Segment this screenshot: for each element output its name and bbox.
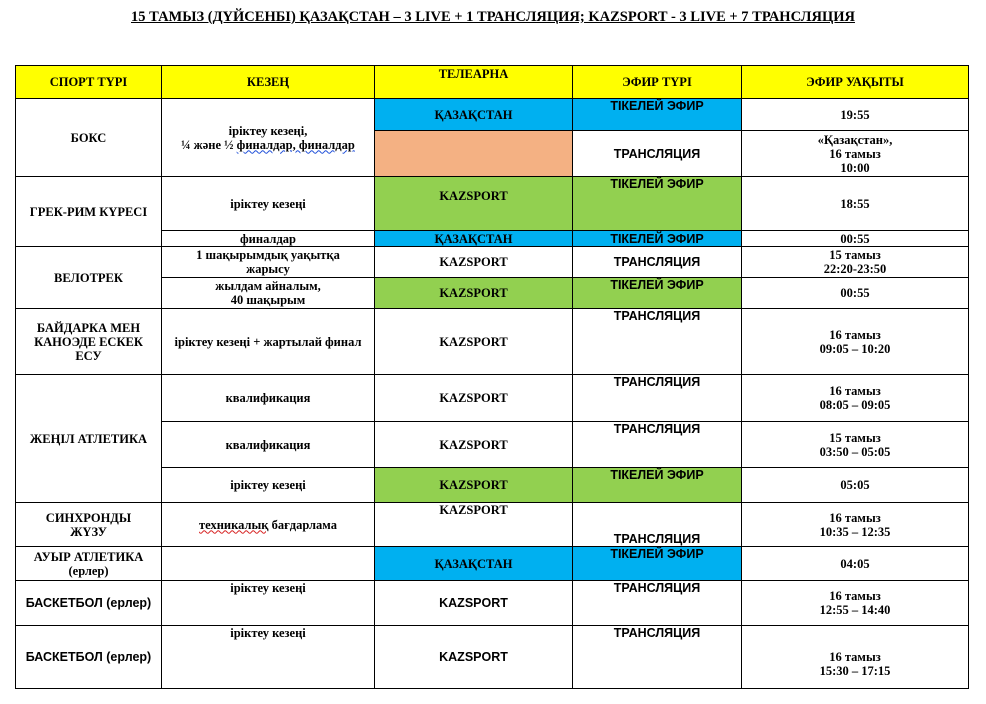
- channel-cell: ҚАЗАҚСТАН: [375, 547, 573, 581]
- stage-line-spellcheck: финалдар, финалдар: [236, 137, 355, 152]
- channel-cell: KAZSPORT: [375, 375, 573, 422]
- stage-cell: [162, 503, 375, 547]
- channel-cell: KAZSPORT: [375, 278, 573, 309]
- air-type-cell: ТІКЕЛЕЙ ЭФИР: [573, 278, 742, 309]
- air-type-cell: ТІКЕЛЕЙ ЭФИР: [573, 177, 742, 231]
- air-time-cell: 16 тамыз 09:05 – 10:20: [742, 309, 969, 375]
- stage-line: іріктеу кезеңі,: [228, 123, 308, 138]
- stage-cell: финалдар: [162, 231, 375, 247]
- air-time-cell: 00:55: [742, 231, 969, 247]
- stage-cell: іріктеу кезеңі: [162, 581, 375, 626]
- channel-cell: KAZSPORT: [375, 309, 573, 375]
- header-stage: КЕЗЕҢ: [162, 66, 375, 99]
- air-time-cell: 15 тамыз 22:20-23:50: [742, 247, 969, 278]
- header-row: [16, 66, 969, 99]
- table-row: [16, 309, 969, 375]
- channel-cell-empty: [375, 131, 573, 177]
- sport-greco-roman: ГРЕК-РИМ КҮРЕСІ: [16, 177, 162, 247]
- page-title: 15 ТАМЫЗ (ДҮЙСЕНБІ) ҚАЗАҚСТАН – 3 LIVE + 1 ТРАНСЛЯЦИЯ; KAZSPORT - 3 LIVE + 7 ТРАНСЛЯЦИЯ: [131, 9, 855, 25]
- table-row: [16, 375, 969, 422]
- sport-velotrack: ВЕЛОТРЕК: [16, 247, 162, 309]
- stage-cell: іріктеу кезеңі: [162, 468, 375, 503]
- air-time-cell: 19:55: [742, 99, 969, 131]
- stage-line-spellcheck: техникалық: [199, 517, 269, 532]
- air-type-cell: ТРАНСЛЯЦИЯ: [573, 247, 742, 278]
- table-row: [16, 547, 969, 581]
- table-row: [16, 581, 969, 626]
- air-type-cell: ТІКЕЛЕЙ ЭФИР: [573, 231, 742, 247]
- header-channel: ТЕЛЕАРНА: [375, 66, 573, 99]
- air-time-cell: 04:05: [742, 547, 969, 581]
- air-type-cell: ТІКЕЛЕЙ ЭФИР: [573, 547, 742, 581]
- air-type-cell: ТРАНСЛЯЦИЯ: [573, 503, 742, 547]
- sport-athletics: ЖЕҢІЛ АТЛЕТИКА: [16, 375, 162, 503]
- air-time-cell: 16 тамыз 10:35 – 12:35: [742, 503, 969, 547]
- sport-weightlifting: АУЫР АТЛЕТИКА (ерлер): [16, 547, 162, 581]
- sport-synchro-swimming: СИНХРОНДЫ ЖҮЗУ: [16, 503, 162, 547]
- table-row: [16, 177, 969, 231]
- broadcast-schedule-table: [15, 65, 969, 689]
- air-type-cell: ТРАНСЛЯЦИЯ: [573, 375, 742, 422]
- stage-cell-empty: [162, 547, 375, 581]
- table-row: [16, 99, 969, 131]
- table-row: [16, 247, 969, 278]
- channel-cell: KAZSPORT: [375, 626, 573, 689]
- air-type-cell: ТРАНСЛЯЦИЯ: [573, 422, 742, 468]
- channel-cell: KAZSPORT: [375, 468, 573, 503]
- channel-cell: KAZSPORT: [375, 247, 573, 278]
- sport-basketball: БАСКЕТБОЛ (ерлер): [16, 581, 162, 626]
- stage-cell: іріктеу кезеңі + жартылай финал: [162, 309, 375, 375]
- stage-cell: [162, 99, 375, 177]
- stage-cell: жылдам айналым, 40 шақырым: [162, 278, 375, 309]
- sport-basketball: БАСКЕТБОЛ (ерлер): [16, 626, 162, 689]
- stage-line: бағдарлама: [268, 517, 337, 532]
- air-type-cell: ТРАНСЛЯЦИЯ: [573, 626, 742, 689]
- channel-cell: KAZSPORT: [375, 422, 573, 468]
- channel-cell: KAZSPORT: [375, 503, 573, 547]
- stage-cell: квалификация: [162, 422, 375, 468]
- air-time-cell: 15 тамыз 03:50 – 05:05: [742, 422, 969, 468]
- sport-box: БОКС: [16, 99, 162, 177]
- channel-cell: ҚАЗАҚСТАН: [375, 231, 573, 247]
- air-type-cell: ТРАНСЛЯЦИЯ: [573, 581, 742, 626]
- stage-cell: іріктеу кезеңі: [162, 177, 375, 231]
- header-air-type: ЭФИР ТҮРІ: [573, 66, 742, 99]
- table-row: [16, 626, 969, 689]
- air-type-cell: ТРАНСЛЯЦИЯ: [573, 131, 742, 177]
- table-row: [16, 503, 969, 547]
- stage-line: ¼ және ½: [181, 137, 237, 152]
- channel-cell: KAZSPORT: [375, 581, 573, 626]
- header-air-time: ЭФИР УАҚЫТЫ: [742, 66, 969, 99]
- header-sport: СПОРТ ТҮРІ: [16, 66, 162, 99]
- sport-canoe: БАЙДАРКА МЕН КАНОЭДЕ ЕСКЕК ЕСУ: [16, 309, 162, 375]
- channel-cell: ҚАЗАҚСТАН: [375, 99, 573, 131]
- channel-cell: KAZSPORT: [375, 177, 573, 231]
- air-time-cell: 16 тамыз 15:30 – 17:15: [742, 626, 969, 689]
- air-time-cell: 00:55: [742, 278, 969, 309]
- air-time-cell: 18:55: [742, 177, 969, 231]
- air-time-cell: «Қазақстан», 16 тамыз 10:00: [742, 131, 969, 177]
- air-type-cell: ТІКЕЛЕЙ ЭФИР: [573, 99, 742, 131]
- air-type-cell: ТРАНСЛЯЦИЯ: [573, 309, 742, 375]
- air-time-cell: 16 тамыз 12:55 – 14:40: [742, 581, 969, 626]
- air-time-cell: 05:05: [742, 468, 969, 503]
- air-type-cell: ТІКЕЛЕЙ ЭФИР: [573, 468, 742, 503]
- stage-cell: 1 шақырымдық уақытқа жарысу: [162, 247, 375, 278]
- stage-cell: квалификация: [162, 375, 375, 422]
- stage-cell: іріктеу кезеңі: [162, 626, 375, 689]
- air-time-cell: 16 тамыз 08:05 – 09:05: [742, 375, 969, 422]
